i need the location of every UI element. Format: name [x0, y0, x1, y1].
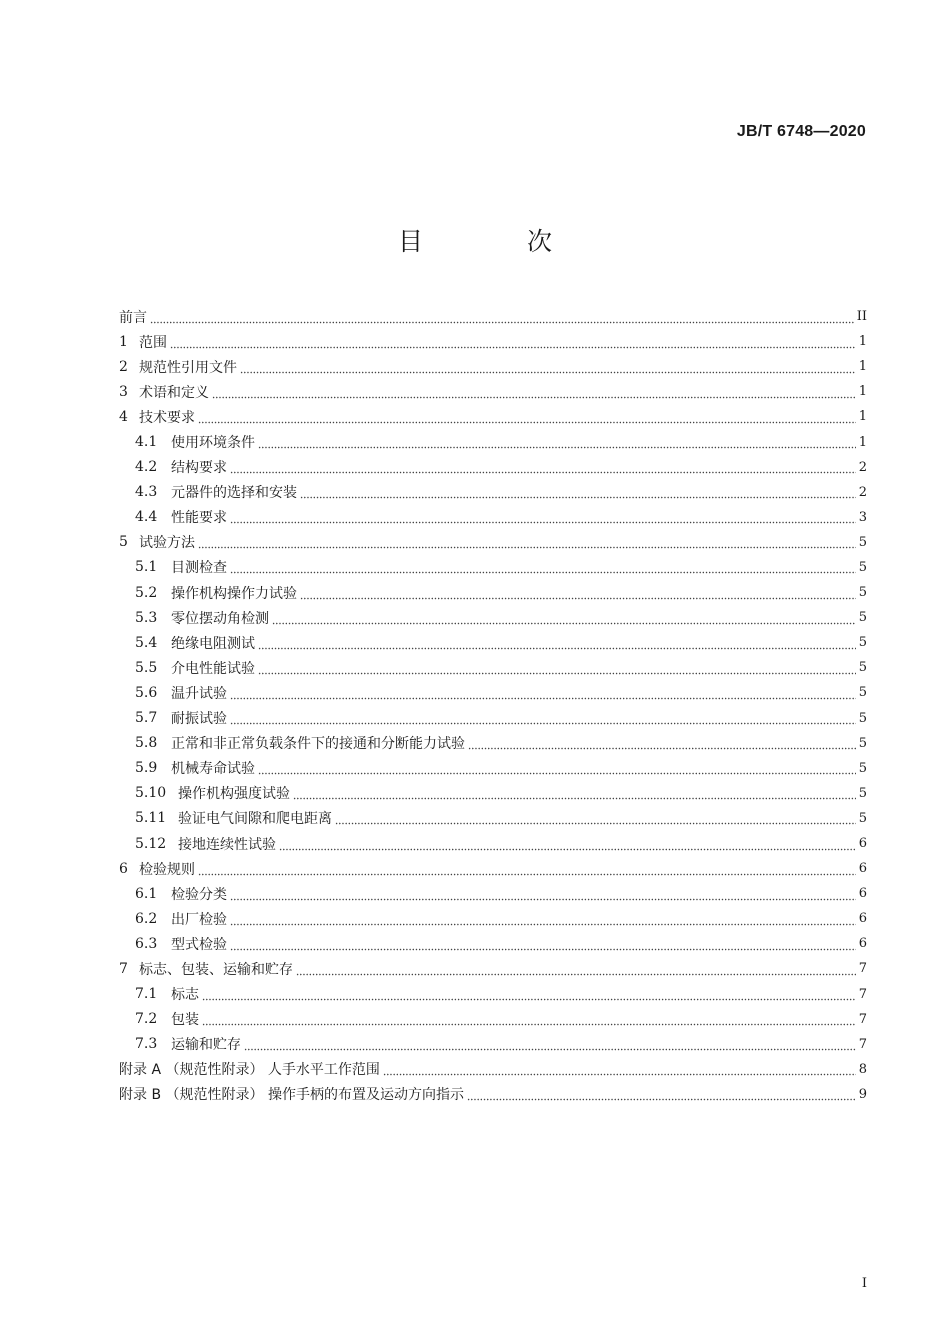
toc-entry[interactable] — [119, 379, 867, 404]
toc-entry-number: 6.2 — [135, 910, 158, 927]
toc-entry-page: 6 — [858, 911, 867, 927]
toc-entry[interactable] — [119, 329, 867, 354]
dot-leader — [198, 535, 856, 549]
dot-leader — [293, 786, 856, 800]
toc-entry[interactable] — [119, 1032, 867, 1057]
toc-entry-label: 检验分类 — [171, 886, 227, 903]
dot-leader — [230, 686, 856, 700]
toc-entry[interactable] — [119, 906, 867, 931]
dot-leader — [230, 711, 856, 725]
toc-entry-number: 4.1 — [135, 434, 158, 451]
toc-entry-page: 6 — [858, 861, 867, 877]
toc-entry-page: 7 — [858, 1011, 867, 1027]
toc-entry-label: 元器件的选择和安装 — [171, 485, 297, 502]
toc-entry[interactable] — [119, 655, 867, 680]
toc-entry-page: 5 — [858, 685, 867, 701]
toc-entry[interactable] — [119, 931, 867, 956]
toc-entry-page: 1 — [858, 334, 867, 350]
toc-entry-label: 使用环境条件 — [171, 435, 255, 452]
dot-leader — [296, 962, 856, 976]
toc-entry-page: 2 — [858, 459, 867, 475]
toc-entry-label: 操作机构强度试验 — [178, 786, 290, 803]
dot-leader — [230, 560, 856, 574]
toc-entry-number: 5.2 — [135, 584, 158, 601]
toc-entry-label: 性能要求 — [171, 510, 227, 527]
toc-entry-page: 6 — [858, 836, 867, 852]
toc-entry-page: 9 — [858, 1086, 867, 1102]
toc-entry-page: 7 — [858, 986, 867, 1002]
toc-entry-label: 正常和非正常负载条件下的接通和分断能力试验 — [171, 736, 465, 753]
toc-entry-page: 3 — [858, 509, 867, 525]
toc-entry-number: 7.1 — [135, 986, 158, 1003]
dot-leader — [279, 837, 856, 851]
toc-entry-page: 5 — [858, 534, 867, 550]
toc-entry[interactable] — [119, 731, 867, 756]
toc-entry-page: 5 — [858, 785, 867, 801]
toc-entry-number: 5.9 — [135, 760, 158, 777]
toc-entry-number: 1 — [119, 333, 128, 350]
toc-entry-label: 运输和贮存 — [171, 1037, 241, 1054]
toc-entry-number: 5.3 — [135, 609, 158, 626]
toc-title: 目 次 — [398, 227, 600, 256]
toc-entry[interactable] — [119, 956, 867, 981]
toc-entry-label: 耐振试验 — [171, 711, 227, 728]
dot-leader — [383, 1062, 856, 1076]
toc-entry[interactable] — [119, 781, 867, 806]
toc-entry-number: 5.12 — [135, 835, 167, 852]
toc-entry-number: 6 — [119, 860, 128, 877]
toc-entry-label: 机械寿命试验 — [171, 761, 255, 778]
dot-leader — [198, 862, 856, 876]
toc-entry-label: 验证电气间隙和爬电距离 — [178, 811, 332, 828]
toc-entry-label: 规范性引用文件 — [139, 359, 237, 376]
toc-entry-page: 1 — [858, 434, 867, 450]
dot-leader — [202, 987, 856, 1001]
toc-entry-number: 4.4 — [135, 509, 158, 526]
toc-entry[interactable] — [119, 530, 867, 555]
toc-entry[interactable] — [119, 680, 867, 705]
toc-entry[interactable] — [119, 1057, 867, 1082]
toc-entry-number: 5.1 — [135, 559, 158, 576]
toc-entry-label: 目测检查 — [171, 560, 227, 577]
toc-entry-number: 5 — [119, 534, 128, 551]
toc-entry-number: 4.3 — [135, 484, 158, 501]
toc-entry-number: 5.5 — [135, 659, 158, 676]
toc-entry-page: 8 — [858, 1061, 867, 1077]
dot-leader — [244, 1037, 856, 1051]
toc-entry-number: 5.11 — [135, 810, 167, 827]
toc-entry[interactable] — [119, 429, 867, 454]
toc-entry-number: 7 — [119, 960, 128, 977]
toc-entry-number: 4 — [119, 408, 128, 425]
toc-entry-page: II — [856, 309, 867, 325]
dot-leader — [150, 310, 854, 324]
dot-leader — [230, 887, 856, 901]
dot-leader — [230, 937, 856, 951]
toc-entry-page: 1 — [858, 359, 867, 375]
table-of-contents — [119, 304, 867, 1107]
toc-entry-label: 技术要求 — [139, 409, 195, 426]
toc-entry-label: 操作机构操作力试验 — [171, 585, 297, 602]
dot-leader — [170, 335, 856, 349]
toc-entry-page: 2 — [858, 484, 867, 500]
toc-entry-page: 5 — [858, 810, 867, 826]
dot-leader — [272, 611, 856, 625]
dot-leader — [258, 636, 856, 650]
toc-entry-label: 包装 — [171, 1012, 199, 1029]
dot-leader — [230, 912, 856, 926]
toc-entry-page: 6 — [858, 886, 867, 902]
dot-leader — [467, 1087, 856, 1101]
dot-leader — [300, 586, 856, 600]
toc-entry-page: 1 — [858, 409, 867, 425]
toc-entry-number: 7.2 — [135, 1011, 158, 1028]
toc-entry[interactable] — [119, 455, 867, 480]
toc-entry-page: 5 — [858, 585, 867, 601]
toc-entry[interactable] — [119, 580, 867, 605]
dot-leader — [198, 410, 856, 424]
toc-entry-page: 5 — [858, 610, 867, 626]
toc-entry[interactable] — [119, 605, 867, 630]
toc-entry-page: 7 — [858, 1036, 867, 1052]
toc-entry-label: 附录 A （规范性附录） 人手水平工作范围 — [119, 1062, 380, 1079]
toc-entry-page: 1 — [858, 384, 867, 400]
toc-entry-label: 接地连续性试验 — [178, 836, 276, 853]
toc-entry-number: 7.3 — [135, 1036, 158, 1053]
dot-leader — [202, 1012, 856, 1026]
toc-entry-page: 5 — [858, 559, 867, 575]
toc-entry[interactable] — [119, 505, 867, 530]
toc-entry-page: 5 — [858, 760, 867, 776]
toc-entry-number: 6.1 — [135, 885, 158, 902]
toc-entry-label: 标志、包装、运输和贮存 — [139, 961, 293, 978]
toc-entry-page: 5 — [858, 710, 867, 726]
dot-leader — [468, 736, 856, 750]
toc-entry-number: 6.3 — [135, 935, 158, 952]
toc-entry-label: 术语和定义 — [139, 384, 209, 401]
toc-entry[interactable] — [119, 982, 867, 1007]
dot-leader — [258, 661, 856, 675]
toc-entry[interactable] — [119, 404, 867, 429]
toc-entry-page: 5 — [858, 635, 867, 651]
toc-entry-label: 温升试验 — [171, 685, 227, 702]
page-number: I — [861, 1276, 867, 1291]
toc-entry[interactable] — [119, 555, 867, 580]
toc-entry[interactable] — [119, 706, 867, 731]
toc-entry-label: 出厂检验 — [171, 911, 227, 928]
toc-entry[interactable] — [119, 881, 867, 906]
toc-entry-number: 2 — [119, 358, 128, 375]
toc-entry-label: 附录 B （规范性附录） 操作手柄的布置及运动方向指示 — [119, 1087, 464, 1104]
toc-entry-page: 6 — [858, 936, 867, 952]
toc-entry[interactable] — [119, 831, 867, 856]
toc-entry-label: 零位摆动角检测 — [171, 610, 269, 627]
toc-entry[interactable] — [119, 1082, 867, 1107]
toc-entry-label: 型式检验 — [171, 936, 227, 953]
dot-leader — [230, 510, 856, 524]
toc-entry-number: 4.2 — [135, 459, 158, 476]
toc-entry-label: 前言 — [119, 309, 147, 326]
toc-entry-page: 7 — [858, 961, 867, 977]
dot-leader — [258, 435, 856, 449]
dot-leader — [335, 811, 856, 825]
dot-leader — [300, 485, 856, 499]
document-code: JB/T 6748—2020 — [736, 123, 866, 140]
dot-leader — [212, 385, 856, 399]
toc-entry-label: 范围 — [139, 334, 167, 351]
toc-entry[interactable] — [119, 1007, 867, 1032]
toc-entry[interactable] — [119, 756, 867, 781]
dot-leader — [240, 360, 856, 374]
toc-entry[interactable] — [119, 480, 867, 505]
dot-leader — [230, 460, 856, 474]
toc-entry-label: 结构要求 — [171, 460, 227, 477]
toc-entry[interactable] — [119, 304, 867, 329]
toc-entry-number: 5.4 — [135, 634, 158, 651]
toc-entry-number: 5.10 — [135, 785, 167, 802]
toc-entry[interactable] — [119, 856, 867, 881]
toc-entry-number: 5.7 — [135, 710, 158, 727]
toc-entry-number: 5.6 — [135, 684, 158, 701]
toc-entry-label: 检验规则 — [139, 861, 195, 878]
toc-entry[interactable] — [119, 354, 867, 379]
toc-entry-page: 5 — [858, 735, 867, 751]
toc-entry-label: 标志 — [171, 987, 199, 1004]
dot-leader — [258, 761, 856, 775]
toc-entry-label: 介电性能试验 — [171, 660, 255, 677]
toc-entry-label: 试验方法 — [139, 535, 195, 552]
toc-entry-label: 绝缘电阻测试 — [171, 635, 255, 652]
toc-entry-number: 3 — [119, 383, 128, 400]
toc-entry[interactable] — [119, 806, 867, 831]
toc-entry[interactable] — [119, 630, 867, 655]
toc-entry-page: 5 — [858, 660, 867, 676]
toc-entry-number: 5.8 — [135, 735, 158, 752]
